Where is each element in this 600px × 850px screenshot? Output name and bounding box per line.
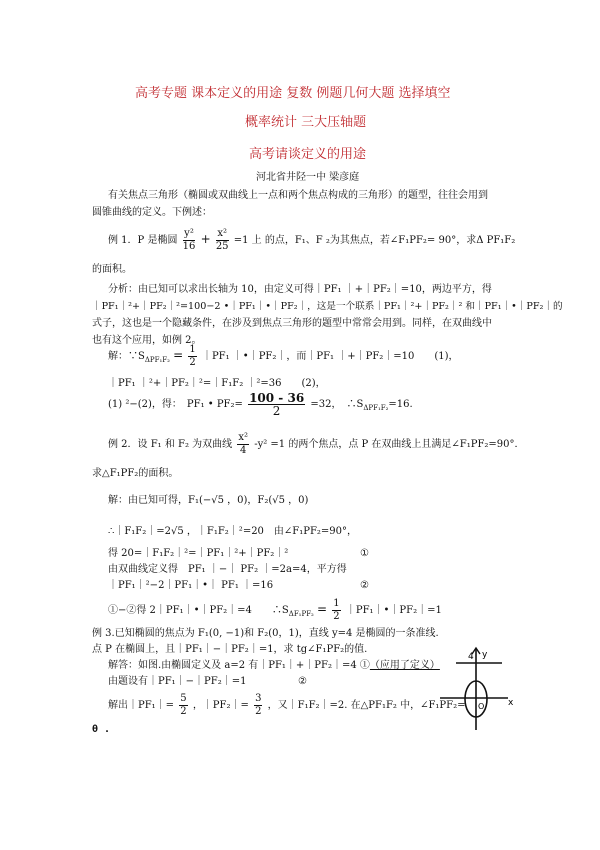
ex3-sol-line1	[108, 660, 440, 672]
ex1-x2: x²	[217, 228, 227, 239]
ex3-sol-line3	[108, 693, 466, 718]
ex1-plus: +	[200, 232, 211, 246]
ex3-line1: 例 3.已知椭圆的焦点为 F₁(0, −1)和 F₂(0，1)，直线 y=4 是椭圆的一条准线.	[92, 628, 439, 639]
sol1-c-den: 2	[272, 404, 281, 418]
sol1-a-pre: 解：∵S	[108, 351, 145, 362]
sol2-mark1: ①	[360, 548, 369, 559]
ex2-den4: 4	[239, 445, 247, 456]
sol2-l6-d: 2	[333, 611, 340, 622]
sol2-l6-eq: =	[317, 602, 328, 616]
solution1-line-c	[108, 392, 413, 417]
sol1-c-end: =16.	[388, 399, 413, 410]
ex2-x2: x²	[238, 432, 248, 443]
ex1-tail: 的面积。	[92, 264, 132, 275]
ex3-frac1	[179, 693, 187, 718]
sol2-line3: 得 20=｜F₁F₂｜²=｜PF₁｜²+｜PF₂｜²	[108, 548, 289, 559]
ex1-prefix: 例 1．P 是椭圆	[108, 235, 178, 246]
ex3-f1-d: 2	[180, 706, 187, 717]
ex3-f1-n: 5	[180, 693, 187, 704]
figure-x-label: x	[508, 698, 514, 708]
ex2-frac	[237, 432, 249, 457]
ex3-s3-pre: 解出｜PF₁｜=	[108, 700, 175, 711]
figure-y-label: y	[482, 650, 488, 660]
ex1-den16: 16	[182, 241, 196, 252]
ex3-frac2	[254, 693, 262, 718]
sol2-l6-frac	[332, 598, 340, 623]
ex3-sol-line2: 由题设有｜PF₁｜−｜PF₂｜=1	[108, 676, 247, 687]
sol2-line1: 解：由已知可得，F₁(−√5 ，0)，F₂(√5 ，0)	[108, 495, 309, 506]
sol1-c-mid: =32， ∴S	[310, 399, 364, 410]
sol1-c-sub: ΔPF₁F₂	[363, 404, 389, 412]
ex1-den25: 25	[215, 241, 229, 252]
sol1-half-d: 2	[189, 357, 196, 368]
ex3-s1-note: （应用了定义）	[369, 660, 440, 671]
figure-o-label: O	[478, 702, 485, 711]
ex1-y2: y²	[184, 228, 194, 239]
ex3-s3-mid: ，｜PF₂｜=	[192, 700, 249, 711]
sol2-line5: ｜PF₁｜²−2｜PF₁｜•｜ PF₁ ｜=16	[108, 580, 274, 591]
sol2-line4: 由双曲线定义得 PF₁ ｜−｜ PF₂ ｜=2a=4，平方得	[108, 564, 347, 575]
ex2-rest: -y² =1 的两个焦点，点 P 在双曲线上且满足∠F₁PF₂=90°．	[254, 439, 525, 450]
ex3-f2-n: 3	[255, 693, 262, 704]
analysis-line4: 也有这个应用，如例 2。	[92, 335, 202, 346]
sol2-line2: ∴｜F₁F₂｜=2√5 ，｜F₁F₂｜²=20 由∠F₁PF₂=90°，	[108, 526, 358, 537]
sol2-mark2: ②	[360, 580, 369, 591]
sol1-a-rest: ｜PF₁ ｜•｜PF₂｜，而｜PF₁ ｜+｜PF₂｜=10 (1)，	[201, 351, 459, 362]
sol2-l6-n: 1	[333, 598, 340, 609]
ellipse-figure	[436, 645, 516, 735]
ex1-rest: =1 上 的点，F₁、F ₂为其焦点，若∠F₁PF₂= 90°，求Δ PF₁F₂	[233, 235, 516, 246]
analysis-line2: ｜PF₁｜²+｜PF₂｜²=100−2 •｜PF₁｜•｜PF₂｜，这是一个联系｜PF₁｜²+｜PF₂｜² 和｜PF₁｜•｜PF₂｜的	[92, 301, 563, 312]
sol1-half	[188, 344, 196, 369]
solution1-line-a	[108, 344, 459, 369]
doc-title-line1: 高考专题 课本定义的用途 复数 例题几何大题 选择填空	[135, 86, 451, 101]
ex2-ask: 求△F₁PF₂的面积。	[92, 468, 179, 479]
ex1-frac-x	[216, 228, 229, 253]
sol1-c-frac	[248, 392, 305, 417]
author: 河北省井陉一中 梁彦庭	[256, 172, 360, 183]
example2-statement	[108, 432, 525, 457]
sol2-line6	[108, 598, 442, 623]
solution1-line-b: ｜PF₁ ｜²+｜PF₂｜²=｜F₁F₂ ｜²=36 (2)，	[108, 378, 326, 389]
ex1-frac-y	[183, 228, 196, 253]
ex3-f2-d: 2	[255, 706, 262, 717]
sol2-l6-pre: ①−②得 2｜PF₁｜•｜PF₂｜=4 ∴S	[108, 605, 289, 616]
example1-statement	[108, 228, 515, 253]
intro-line2: 圆锥曲线的定义。下例述：	[92, 207, 212, 218]
sol1-c-pre: (1) ²−(2)，得： PF₁ • PF₂=	[108, 399, 243, 410]
sol2-l6-end: ｜PF₁｜•｜PF₂｜=1	[345, 605, 442, 616]
ex2-pre: 例 2．设 F₁ 和 F₂ 为双曲线	[108, 439, 233, 450]
analysis-line1: 分析：由已知可以求出长轴为 10，由定义可得｜PF₁ ｜+｜PF₂｜=10，两边平方，得	[108, 284, 492, 295]
ex3-s1: 解答：如图.由椭圆定义及 a=2 有｜PF₁｜+｜PF₂｜=4 ①	[108, 660, 370, 671]
doc-title-line2: 概率统计 三大压轴题	[245, 115, 367, 130]
doc-subtitle: 高考请谈定义的用途	[249, 147, 367, 162]
sol1-a-eq: =	[173, 348, 184, 362]
ex3-s3-end: ，又｜F₁F₂｜=2. 在△PF₁F₂ 中，∠F₁PF₂=	[267, 700, 466, 711]
ex3-theta: θ .	[92, 724, 111, 735]
sol1-half-n: 1	[189, 344, 196, 355]
intro-line1: 有关焦点三角形（椭圆或双曲线上一点和两个焦点构成的三角形）的题型，往往会用到	[108, 190, 488, 201]
sol2-l6-sub: ΔF₁PF₂	[288, 610, 314, 618]
analysis-line3: 式子，这也是一个隐藏条件，在涉及到焦点三角形的题型中常常会用到。同样，在双曲线中	[92, 318, 492, 329]
sol1-c-num: 100 - 36	[249, 391, 305, 405]
ex3-mark2: ②	[298, 676, 307, 687]
figure-mark-4: 4	[468, 652, 474, 662]
sol1-a-sub: ΔPF₁F₂	[144, 356, 170, 364]
ex3-line2: 点 P 在椭圆上，且｜PF₁｜−｜PF₂｜=1，求 tg∠F₁PF₂的值.	[92, 644, 368, 655]
